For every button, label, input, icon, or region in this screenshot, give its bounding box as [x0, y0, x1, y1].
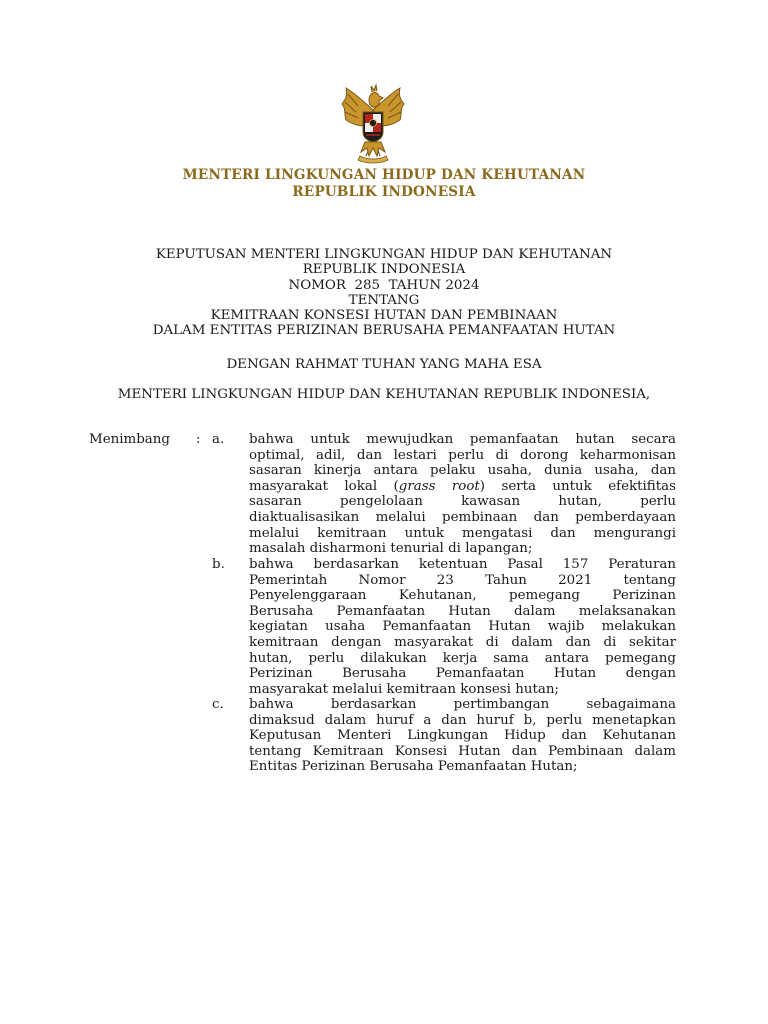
title-tentang: TENTANG — [348, 292, 420, 308]
text-line: Penyelenggaraan Kehutanan, pemegang Perizinan — [249, 588, 676, 604]
item-text — [249, 432, 676, 557]
text-line: Pemerintah Nomor 23 Tahun 2021 tentang — [249, 572, 676, 588]
text-line: Perizinan Berusaha Pemanfaatan Hutan dengan — [249, 666, 676, 682]
text-fragment: masyarakat lokal ( — [249, 478, 399, 494]
text-line: hutan, perlu dilakukan kerja sama antara pemegang — [249, 650, 676, 666]
text-fragment: ) serta untuk efektifitas — [479, 478, 676, 494]
item-letter: b. — [212, 557, 225, 572]
text-line: sasaran kinerja antara pelaku usaha, dunia usaha, dan — [249, 463, 676, 479]
title-number: NOMOR 285 TAHUN 2024 — [288, 277, 480, 293]
text-line: melalui kemitraan untuk mengatasi dan mengurangi — [249, 525, 676, 541]
letterhead-country: REPUBLIK INDONESIA — [292, 184, 476, 200]
item-letter: a. — [212, 432, 225, 447]
item-text — [249, 557, 676, 697]
text-line: Entitas Perizinan Berusaha Pemanfaatan Hutan; — [249, 759, 578, 775]
considering-colon: : — [196, 432, 201, 447]
title-subject-2: DALAM ENTITAS PERIZINAN BERUSAHA PEMANFAATAN HUTAN — [152, 323, 616, 339]
text-line: kegiatan usaha Pemanfaatan Hutan wajib melakukan — [249, 619, 676, 635]
text-line: masalah disharmoni tenurial di lapangan; — [249, 541, 533, 557]
text-line: optimal, adil, dan lestari perlu di dorong keharmonisan — [249, 447, 676, 463]
text-line: masyarakat melalui kemitraan konsesi hutan; — [249, 681, 559, 697]
letterhead — [0, 167, 768, 201]
letterhead-ministry: MENTERI LINGKUNGAN HIDUP DAN KEHUTANAN — [182, 167, 586, 183]
preamble-rahmat: DENGAN RAHMAT TUHAN YANG MAHA ESA — [226, 357, 542, 372]
text-line: bahwa berdasarkan ketentuan Pasal 157 Peraturan — [249, 557, 676, 572]
italic-term: grass root — [398, 478, 480, 494]
text-line: sasaran pengelolaan kawasan hutan, perlu — [249, 494, 676, 510]
text-line: dimaksud dalam huruf a dan huruf b, perlu menetapkan — [249, 712, 676, 728]
item-text — [249, 697, 676, 775]
garuda-emblem-icon — [336, 80, 410, 164]
text-line: tentang Kemitraan Konsesi Hutan dan Pembinaan dalam — [249, 743, 676, 759]
text-line: Keputusan Menteri Lingkungan Hidup dan Kehutanan — [249, 728, 676, 744]
text-line: Berusaha Pemanfaatan Hutan dalam melaksanakan — [249, 603, 676, 619]
considering-label: Menimbang — [89, 432, 170, 447]
text-line: kemitraan dengan masyarakat di dalam dan di sekitar — [249, 634, 676, 650]
text-line: bahwa untuk mewujudkan pemanfaatan hutan secara — [249, 432, 676, 447]
decree-title — [0, 247, 768, 339]
title-line-2: REPUBLIK INDONESIA — [302, 262, 466, 278]
preamble-minister: MENTERI LINGKUNGAN HIDUP DAN KEHUTANAN REPUBLIK INDONESIA, — [117, 387, 651, 402]
title-line-1: KEPUTUSAN MENTERI LINGKUNGAN HIDUP DAN KEHUTANAN — [155, 247, 613, 262]
text-line: bahwa berdasarkan pertimbangan sebagaimana — [249, 697, 676, 712]
text-line — [249, 479, 676, 495]
item-letter: c. — [212, 697, 224, 712]
text-line: diaktualisasikan melalui pembinaan dan pemberdayaan — [249, 509, 676, 525]
title-subject-1: KEMITRAAN KONSESI HUTAN DAN PEMBINAAN — [210, 308, 558, 324]
